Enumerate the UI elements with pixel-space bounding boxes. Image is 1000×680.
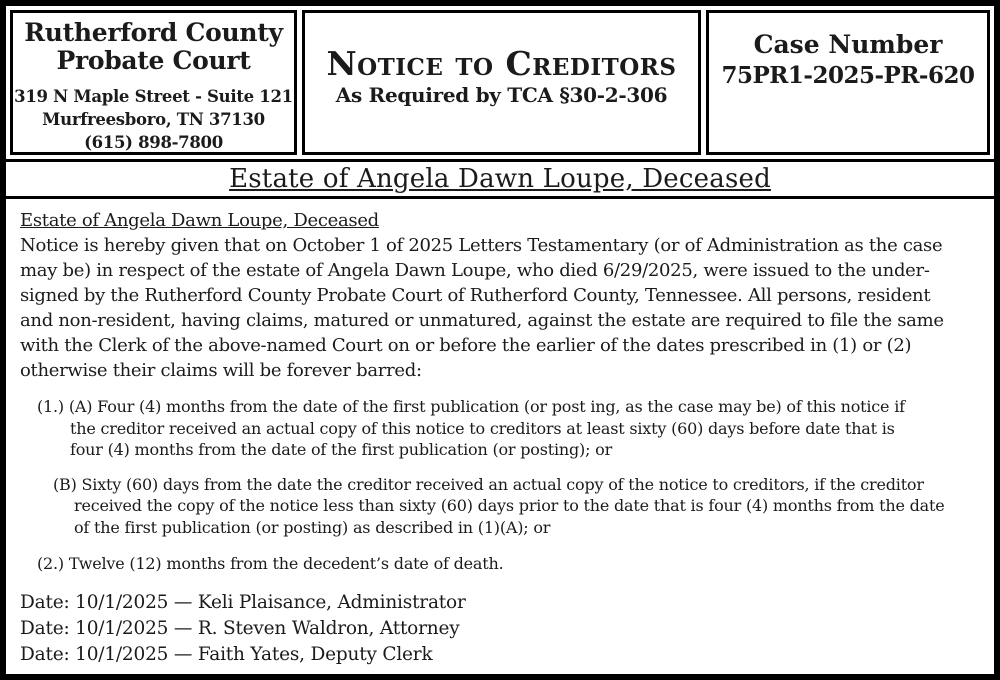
text-line: Date: 10/1/2025 — Keli Plaisance, Administrator — [20, 591, 466, 613]
court-info-box — [10, 10, 297, 155]
notice-body — [6, 199, 994, 674]
case-number-label: Case Number — [753, 30, 943, 59]
text-line: may be) in respect of the estate of Angela Dawn Loupe, who died 6/29/2025, were issued to the under- — [20, 260, 930, 281]
notice-title-box — [302, 10, 701, 155]
case-number-value: 75PR1-2025-PR-620 — [721, 62, 975, 89]
text-line: of the first publication (or posting) as described in (1)(A); or — [74, 517, 551, 537]
text-line: Date: 10/1/2025 — Faith Yates, Deputy Clerk — [20, 643, 433, 665]
case-number-box — [706, 10, 990, 155]
court-address-line1: 319 N Maple Street - Suite 121 — [14, 87, 293, 106]
text-line: signed by the Rutherford County Probate Court of Rutherford County, Tennessee. All persons, resident — [20, 285, 931, 306]
text-line: (2.) Twelve (12) months from the decedent’s date of death. — [37, 554, 504, 573]
court-address-line2: Murfreesboro, TN 37130 — [42, 110, 265, 129]
estate-title: Estate of Angela Dawn Loupe, Deceased — [229, 164, 771, 194]
court-name-line2: Probate Court — [56, 46, 251, 75]
text-line: Notice is hereby given that on October 1 of 2025 Letters Testamentary (or of Administration as the case — [20, 235, 943, 256]
notice-paragraph — [20, 208, 980, 383]
text-line: four (4) months from the date of the first publication (or posting); or — [70, 440, 613, 459]
text-line: Date: 10/1/2025 — R. Steven Waldron, Attorney — [20, 617, 460, 639]
estate-title-band — [6, 159, 994, 199]
text-line: otherwise their claims will be forever barred: — [20, 360, 422, 381]
text-line: Estate of Angela Dawn Loupe, Deceased — [20, 210, 379, 231]
court-phone: (615) 898-7800 — [84, 133, 223, 152]
deadline-item-1a — [20, 396, 980, 461]
court-name — [13, 19, 294, 75]
text-line: (B) Sixty (60) days from the date the creditor received an actual copy of the notice to creditors, if the creditor — [53, 474, 924, 494]
deadline-item-1b — [20, 474, 980, 539]
notice-title: Notice to Creditors — [326, 43, 677, 83]
signature-dates — [20, 590, 980, 668]
document-header — [6, 6, 994, 155]
text-line: (1.) (A) Four (4) months from the date of the first publication (or post ing, as the case may be) of this notice if — [37, 397, 905, 416]
text-line: received the copy of the notice less than sixty (60) days prior to the date that is four (4) months from the date — [74, 496, 945, 515]
notice-subtitle: As Required by TCA §30-2-306 — [335, 82, 668, 107]
text-line: and non-resident, having claims, matured or unmatured, against the estate are required to file the same — [20, 310, 944, 331]
text-line: with the Clerk of the above-named Court on or before the earlier of the dates prescribed in (1) or (2) — [20, 335, 912, 356]
deadline-item-2 — [20, 553, 980, 575]
court-name-line1: Rutherford County — [24, 18, 283, 47]
court-address — [13, 85, 294, 154]
text-line: the creditor received an actual copy of this notice to creditors at least sixty (60) days before date that is — [70, 418, 895, 438]
